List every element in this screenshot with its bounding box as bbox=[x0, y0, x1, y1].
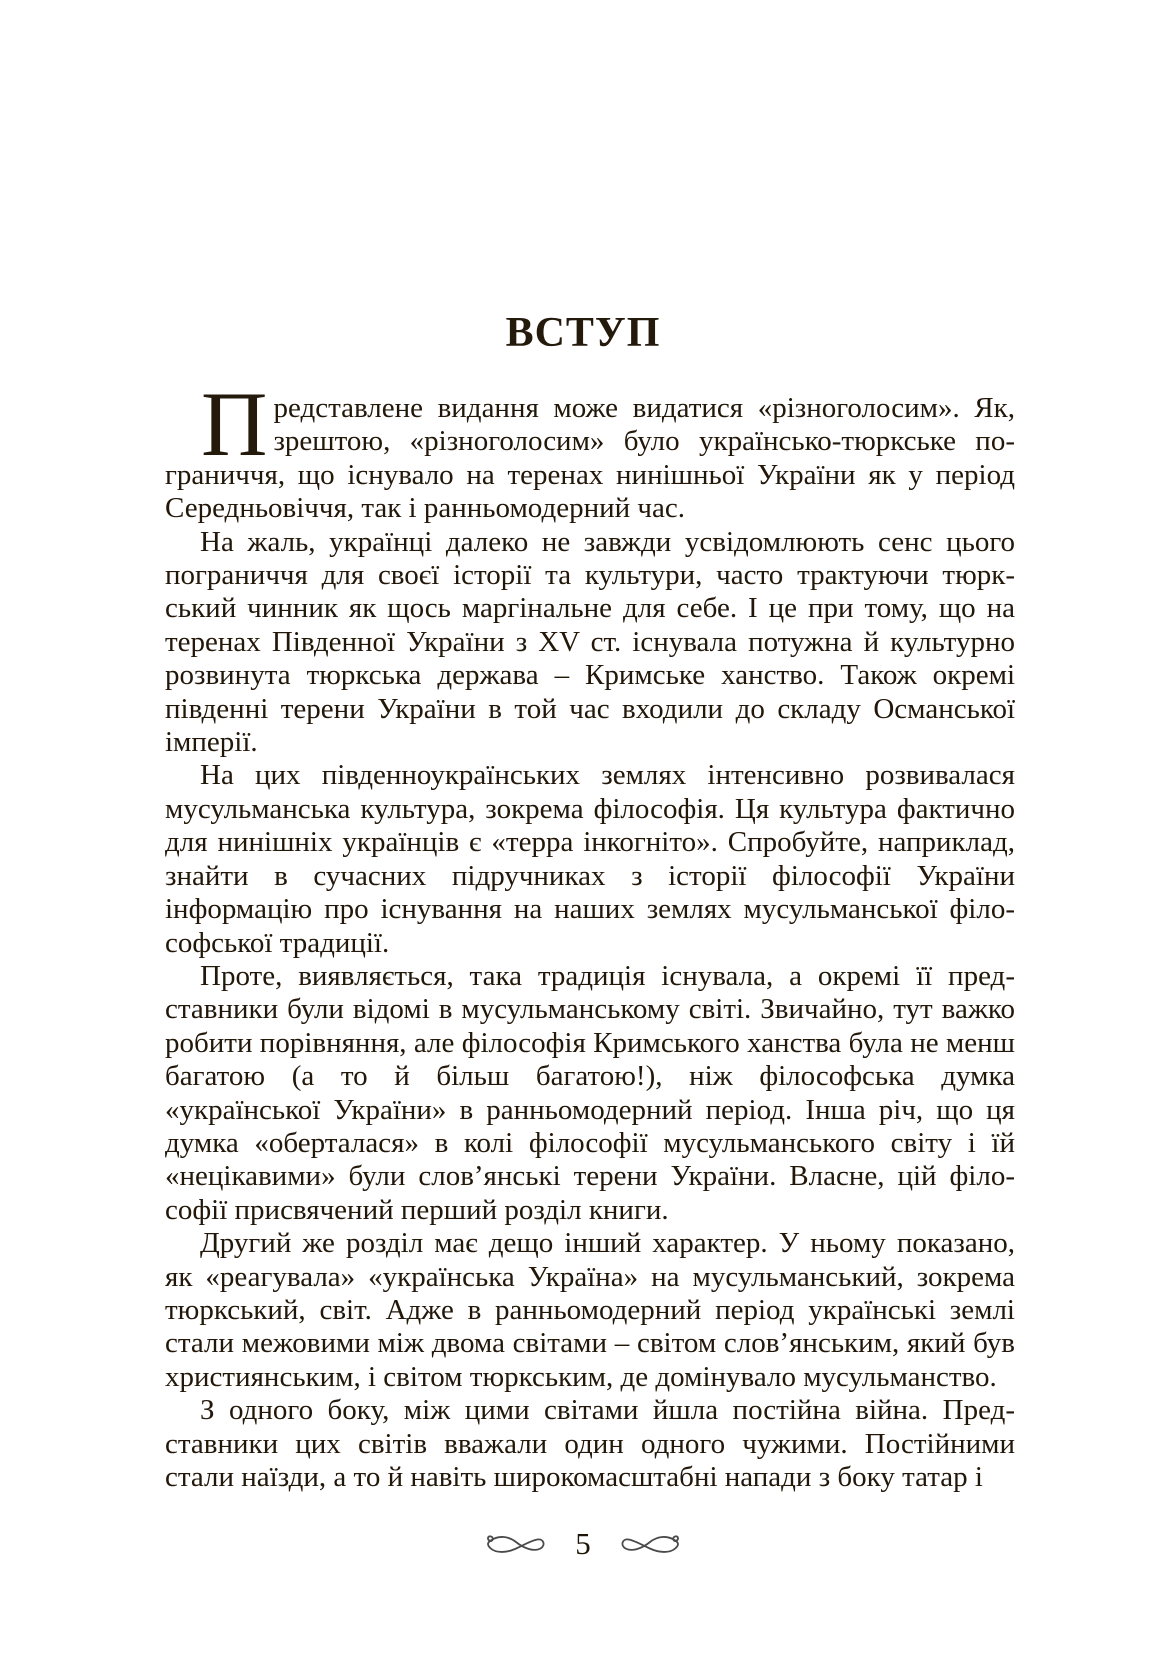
chapter-title: ВСТУП bbox=[505, 310, 661, 356]
paragraph-6: З одного боку, між цими світами йшла постійна війна. Представники цих світів вважали один одного чужими. Постійними стали наїзди, а то й навіть широкомасштабні напади з боку татар і bbox=[165, 1394, 1015, 1493]
drop-cap: П bbox=[201, 373, 268, 475]
paragraph-1-text: редставлене видання може видатися «різноголосим». Як, зрештою, «різноголосим» було українсько-тюркське пограниччя, що існувало на теренах нинішньої України як у період Середньовіччя, так і ранньомодерний час. bbox=[165, 392, 1015, 525]
page-footer bbox=[0, 1527, 1166, 1561]
paragraph-2: На жаль, українці далеко не завжди усвідомлюють сенс цього пограниччя для своєї історії та культури, часто трактуючи тюркський чинник як щось маргінальне для себе. І це при тому, що на теренах Південної України з XV ст. існувала потужна й культурно розвинута тюркська держава – Кримське ханство. Також окремі південні терени України в той час входили до складу Османської імперії. bbox=[165, 525, 1015, 759]
flourish-left-icon bbox=[481, 1531, 549, 1557]
paragraph-3: На цих південноукраїнських землях інтенсивно розвивалася мусульманська культура, зокрема філософія. Ця культура фактично для нинішніх українців є «терра інкогніто». Спробуйте, наприклад, знайти в сучасних підручниках з історії філософії України інформацію про існування на наших землях мусульманської філософської традиції. bbox=[165, 759, 1015, 959]
body-text bbox=[165, 373, 1015, 1494]
flourish-right-icon bbox=[617, 1531, 685, 1557]
paragraph-5: Другий же розділ має дещо інший характер. У ньому показано, як «реагувала» «українська Україна» на мусульманський, зокрема тюркський, світ. Адже в ранньомодерний період українські землі стали межовими між двома світами – світом слов’янським, який був християнським, і світом тюркським, де домінувало мусульманство. bbox=[165, 1227, 1015, 1393]
page-number: 5 bbox=[575, 1526, 591, 1561]
paragraph-4: Проте, виявляється, така традиція існувала, а окремі її представники були відомі в мусульманському світі. Звичайно, тут важко робити порівняння, але філософія Кримського ханства була не менш багатою (а то й більш багатою!), ніж філософська думка «української України» в ранньомодерний період. Інша річ, що ця думка «оберталася» в колі філософії мусульманського світу і їй «нецікавими» були слов’янські терени України. Власне, цій філософії присвячений перший розділ книги. bbox=[165, 959, 1015, 1226]
paragraph-1 bbox=[165, 373, 1015, 526]
